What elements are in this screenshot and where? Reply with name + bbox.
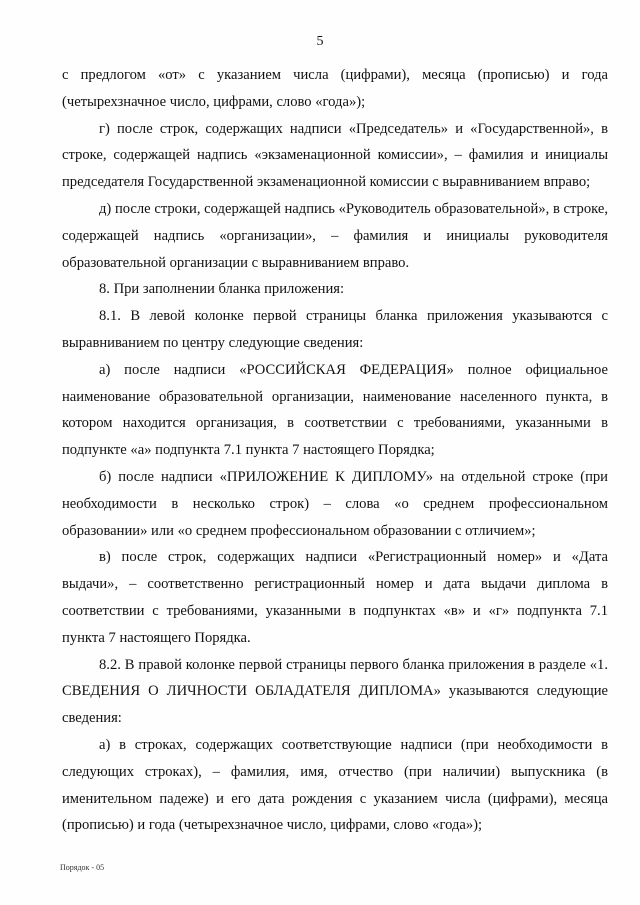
paragraph: б) после надписи «ПРИЛОЖЕНИЕ К ДИПЛОМУ» на отдельной строке (при необходимости в несколько строк) – слова «о среднем профессиональном образовании» или «о среднем профессиональном образовании с отличием»; [62,468,608,539]
page-footer: Порядок - 05 [60,863,105,872]
page-number: 5 [316,34,324,49]
paragraph: д) после строки, содержащей надпись «Руководитель образовательной», в строке, содержащей надпись «организации», – фамилия и инициалы руководителя образовательной организации с выравниванием вправо. [62,200,608,271]
paragraph: г) после строк, содержащих надписи «Председатель» и «Государственной», в строке, содержащей надпись «экзаменационной комиссии», – фамилия и инициалы председателя Государственной экзаменационной комиссии с выравниванием вправо; [62,120,608,191]
paragraph: 8. При заполнении бланка приложения: [99,281,345,298]
paragraph: с предлогом «от» с указанием числа (цифрами), месяца (прописью) и года (четырехзначное число, цифрами, слово «года»); [62,67,608,110]
paragraph: 8.2. В правой колонке первой страницы первого бланка приложения в разделе «1. СВЕДЕНИЯ О ЛИЧНОСТИ ОБЛАДАТЕЛЯ ДИПЛОМА» указываются следующие сведения: [62,656,608,727]
paragraph: а) после надписи «РОССИЙСКАЯ ФЕДЕРАЦИЯ» полное официальное наименование образовательной организации, наименование населенного пункта, в котором находится организация, в соответствии с требованиями, указанными в подпункте «а» подпункта 7.1 пункта 7 настоящего Порядка; [62,361,608,459]
paragraph: а) в строках, содержащих соответствующие надписи (при необходимости в следующих строках), – фамилия, имя, отчество (при наличии) выпускника (в именительном падеже) и его дата рождения с указанием числа (цифрами), месяца (прописью) и года (четырехзначное число, цифрами, слово «года»); [62,736,608,834]
paragraph: 8.1. В левой колонке первой страницы бланка приложения указываются с выравниванием по центру следующие сведения: [62,308,608,351]
document-body [62,62,608,839]
paragraph: в) после строк, содержащих надписи «Регистрационный номер» и «Дата выдачи», – соответственно регистрационный номер и дата выдачи диплома в соответствии с требованиями, указанными в подпунктах «в» и «г» подпункта 7.1 пункта 7 настоящего Порядка. [62,549,608,646]
